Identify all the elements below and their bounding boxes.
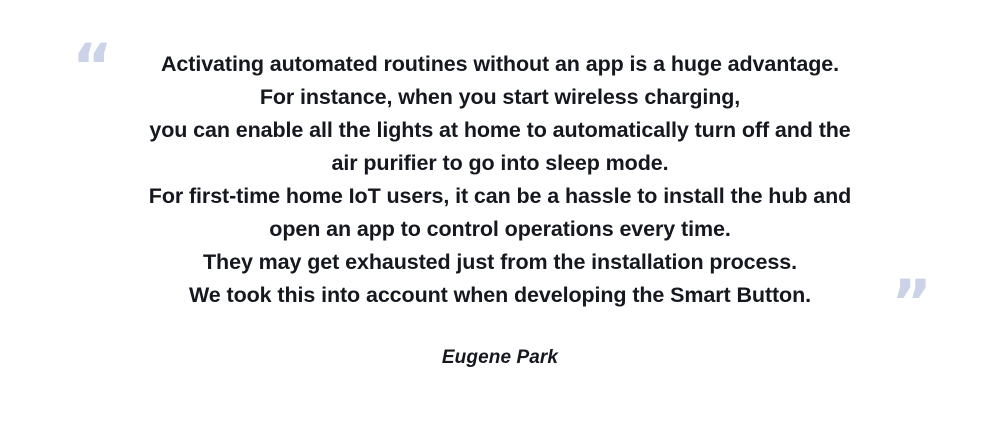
quote-line: you can enable all the lights at home to automatically turn off and the [149, 118, 851, 142]
quote-line: We took this into account when developing the Smart Button. [189, 283, 811, 307]
quote-attribution: Eugene Park [441, 347, 559, 368]
quote-line: open an app to control operations every time. [269, 217, 731, 241]
quote-line: air purifier to go into sleep mode. [331, 151, 669, 175]
quote-line: Activating automated routines without an app is a huge advantage. [160, 52, 839, 76]
quote-line: For instance, when you start wireless charging, [259, 85, 741, 109]
quote-line: They may get exhausted just from the installation process. [203, 250, 797, 274]
quote-line: For first-time home IoT users, it can be a hassle to install the hub and [148, 184, 852, 208]
closing-quotation-mark-icon: ” [891, 266, 932, 339]
opening-quotation-mark-icon: “ [72, 30, 113, 103]
quote-text [100, 48, 900, 312]
